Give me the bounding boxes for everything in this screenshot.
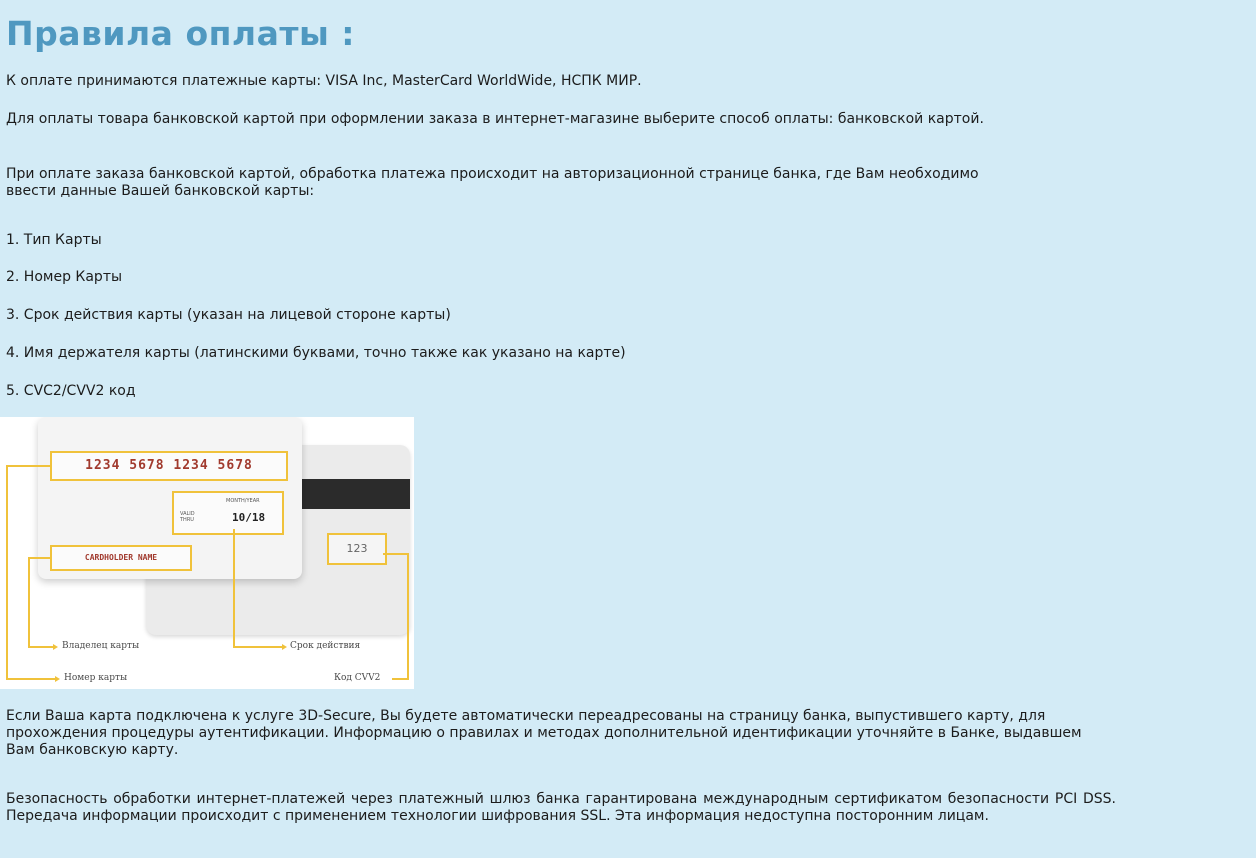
leader-line <box>233 646 283 648</box>
expiry-date: 10/18 <box>232 511 266 524</box>
cardholder-name-box: CARDHOLDER NAME <box>50 545 192 571</box>
arrow-icon <box>53 644 58 650</box>
leader-line <box>6 465 52 467</box>
choose-method-text: Для оплаты товара банковской картой при оформлении заказа в интернет-магазине выберите способ оплаты: банковской картой. <box>6 111 984 127</box>
cvv-label: Код CVV2 <box>334 673 381 683</box>
leader-line <box>28 646 54 648</box>
leader-line <box>383 553 409 555</box>
leader-line <box>392 678 409 680</box>
month-year-label: MONTH/YEAR <box>226 498 260 504</box>
card-illustration <box>0 417 414 689</box>
expiry-label: Срок действия <box>290 641 361 651</box>
card-number-box: 1234 5678 1234 5678 <box>50 451 288 481</box>
cards-accepted-text: К оплате принимаются платежные карты: VISA Inc, MasterCard WorldWide, НСПК МИР. <box>6 73 642 89</box>
arrow-icon <box>282 644 287 650</box>
leader-line <box>28 557 52 559</box>
cvv-box: 123 <box>327 533 387 565</box>
card-field-item: 3. Срок действия карты (указан на лицевой стороне карты) <box>6 307 451 323</box>
leader-line <box>233 529 235 647</box>
card-field-item: 2. Номер Карты <box>6 269 123 285</box>
expiry-box <box>172 491 284 535</box>
card-field-item: 4. Имя держателя карты (латинскими буквами, точно также как указано на карте) <box>6 345 626 361</box>
card-front <box>38 417 302 579</box>
page-title: Правила оплаты : <box>6 14 356 53</box>
three-d-secure-text: Если Ваша карта подключена к услуге 3D-Secure, Вы будете автоматически переадресованы на страницу банка, выпустившего карту, для прохождения процедуры аутентификации. Информацию о правилах и методах дополнительной идентификации уточняйте в Банке, выдавшем Вам банковскую карту. <box>6 708 1082 758</box>
card-field-item: 1. Тип Карты <box>6 232 102 248</box>
leader-line <box>6 678 56 680</box>
valid-thru-label: VALID THRU <box>180 511 195 523</box>
auth-page-text: При оплате заказа банковской картой, обработка платежа происходит на авторизационной странице банка, где Вам необходимо ввести данные Вашей банковской карты: <box>6 166 979 199</box>
leader-line <box>6 465 8 679</box>
leader-line <box>28 557 30 647</box>
holder-label: Владелец карты <box>62 641 140 651</box>
leader-line <box>407 553 409 680</box>
card-field-item: 5. CVC2/CVV2 код <box>6 383 136 399</box>
arrow-icon <box>55 676 60 682</box>
number-label: Номер карты <box>64 673 128 683</box>
security-text: Безопасность обработки интернет-платежей через платежный шлюз банка гарантирована международным сертификатом безопасности PCI DSS. Передача информации происходит с применением технологии шифрования SSL. Эта информация недоступна посторонним лицам. <box>6 791 1116 824</box>
